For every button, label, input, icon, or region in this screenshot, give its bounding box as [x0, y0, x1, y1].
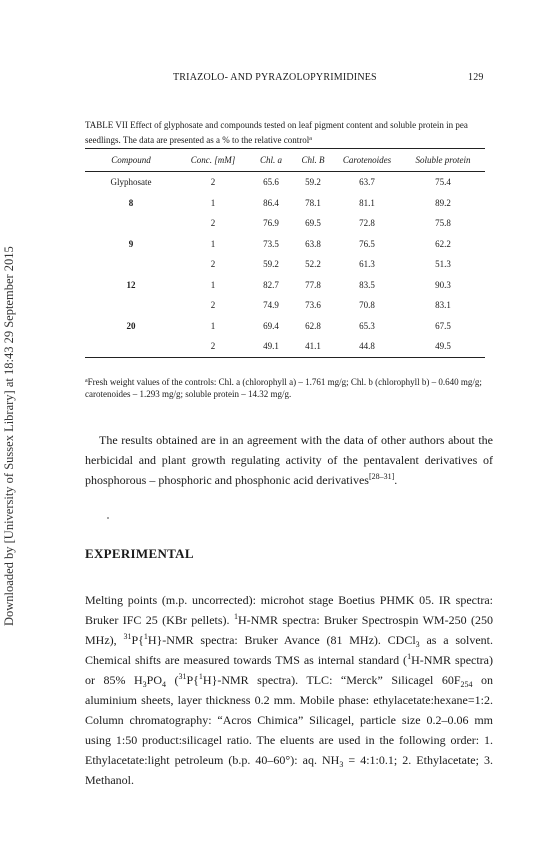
table-cell: 1: [210, 238, 216, 249]
table-cell: 78.1: [305, 197, 321, 208]
table-cell: 65.6: [263, 177, 279, 188]
exp-text: Melting points (m.p. uncorrected): microhot stage Boetius PHMK 05. IR spectra: Bruker IFC 25 (KBr pellets).: [85, 593, 493, 627]
exp-text: P{: [131, 633, 144, 647]
table-cell: 76.5: [359, 238, 375, 249]
table-row: [85, 172, 485, 193]
table-cell: [85, 213, 177, 234]
table-cell: Glyphosate: [110, 177, 152, 188]
table-cell: 74.9: [263, 300, 279, 311]
table-cell: [85, 336, 177, 357]
compound-number: 12: [126, 279, 136, 290]
exp-sub: 3: [142, 680, 147, 689]
exp-text: H}-NMR spectra). TLC: “Merck” Silicagel 60F: [202, 673, 461, 687]
table-cell: 83.5: [359, 279, 375, 290]
exp-sub: 4: [161, 680, 166, 689]
table-cell: 89.2: [435, 197, 451, 208]
table-cell: [85, 234, 177, 255]
table-cell: 63.8: [305, 238, 321, 249]
exp-sup: 1: [198, 672, 203, 681]
table-cell: 75.4: [435, 177, 451, 188]
table-caption-mark: a: [309, 136, 312, 142]
table-cell: 44.8: [333, 336, 401, 357]
exp-sup: 31: [123, 632, 132, 641]
results-end: .: [394, 473, 398, 487]
exp-sub: 3: [339, 760, 344, 769]
table-row: [85, 275, 485, 296]
table-cell: 83.1: [435, 300, 451, 311]
exp-text: H-NMR spectra) or 85% H: [85, 653, 494, 687]
exp-sup: 1: [143, 632, 148, 641]
table-cell: 77.8: [305, 279, 321, 290]
running-head: [0, 72, 553, 88]
table-cell: 62.2: [435, 238, 451, 249]
results-paragraph: [85, 430, 493, 490]
exp-sup: 1: [233, 612, 238, 621]
table-cell: 67.5: [435, 320, 451, 331]
table-cell: 82.7: [263, 279, 279, 290]
data-table: [85, 148, 485, 358]
table-cell: 65.3: [359, 320, 375, 331]
table-row: [85, 295, 485, 316]
table-row: [85, 213, 485, 234]
table-cell: 63.7: [359, 177, 375, 188]
exp-text: H-NMR spectra: Bruker Spectrospin WM-250 (250 MHz),: [85, 613, 493, 647]
page-number: 129: [468, 72, 484, 83]
table-cell: 2: [177, 336, 249, 357]
exp-text: H}-NMR spectra: Bruker Avance (81 MHz). CDCl: [147, 633, 416, 647]
compound-number: 9: [128, 238, 134, 249]
table-cell: 2: [210, 218, 216, 229]
table-caption-text: TABLE VII Effect of glyphosate and compounds tested on leaf pigment content and soluble protein in pea seedlings. The data are presented as a % to the relative control: [85, 120, 468, 145]
table-cell: [85, 295, 177, 316]
exp-text: on aluminium sheets, layer thickness 0.2 mm. Mobile phase: ethylacetate:hexane=1:2. Column chromatography: “Acros Chimica” Silicagel, particle size 0.2–0.06 mm using 1:50 product:silicagel ratio. The eluents are used in the following order: 1. Ethylacetate:light petroleum (b.p. 40–60°): aq. NH: [85, 673, 493, 767]
table-row: [85, 336, 485, 357]
table-cell: 2: [210, 300, 216, 311]
table-row: [85, 193, 485, 214]
citation-ref: [28–31]: [368, 472, 395, 481]
table-cell: 73.5: [263, 238, 279, 249]
running-head-title: TRIAZOLO- AND PYRAZOLOPYRIMIDINES: [173, 72, 377, 83]
results-text: The results obtained are in an agreement with the data of other authors about the herbicidal and plant growth regulating activity of the pentavalent derivatives of phosphorous – phosphoric and phosphonic acid derivatives: [85, 433, 493, 487]
experimental-paragraph: [85, 590, 493, 790]
exp-text: P{: [186, 673, 199, 687]
table-row: [85, 254, 485, 275]
table-footnote: [85, 375, 493, 400]
column-header-soluble-protein: Soluble protein: [401, 149, 485, 172]
table-cell: 2: [210, 177, 216, 188]
column-header-conc: Conc. [mM]: [177, 149, 249, 172]
section-heading: EXPERIMENTAL: [85, 546, 194, 561]
table-cell: [85, 316, 177, 337]
exp-text: PO: [146, 673, 162, 687]
column-header-chl-b: Chl. B: [293, 149, 333, 172]
table-row: [85, 234, 485, 255]
exp-text: (: [165, 673, 179, 687]
table-cell: 1: [210, 279, 216, 290]
download-watermark: Downloaded by [University of Sussex Library] at 18:43 29 September 2015: [2, 246, 16, 626]
exp-sub: 3: [415, 640, 420, 649]
scan-speck: [107, 517, 109, 519]
table-cell: 59.2: [305, 177, 321, 188]
footnote-mark: a: [85, 378, 88, 384]
table-cell: 86.4: [263, 197, 279, 208]
table-cell: 73.6: [305, 300, 321, 311]
table-cell: 90.3: [435, 279, 451, 290]
exp-text: = 4:1:0.1; 2. Ethylacetate; 3. Methanol.: [85, 753, 493, 787]
table-cell: 81.1: [359, 197, 375, 208]
exp-text: as a solvent. Chemical shifts are measured towards TMS as internal standard (: [85, 633, 493, 667]
table-cell: 72.8: [359, 218, 375, 229]
table-cell: 62.8: [305, 320, 321, 331]
table-cell: 76.9: [263, 218, 279, 229]
table-cell: 70.8: [359, 300, 375, 311]
table-caption: [85, 118, 493, 147]
table-cell: 69.5: [305, 218, 321, 229]
exp-sup: 1: [407, 652, 412, 661]
table-cell: 2: [210, 259, 216, 270]
column-header-chl-a: Chl. a: [249, 149, 293, 172]
compound-number: 20: [126, 320, 136, 331]
table-cell: 1: [210, 320, 216, 331]
table-cell: [85, 254, 177, 275]
table-cell: 59.2: [263, 259, 279, 270]
table-cell: [85, 193, 177, 214]
table-cell: 41.1: [293, 336, 333, 357]
table-cell: [85, 275, 177, 296]
exp-sub: 254: [460, 680, 473, 689]
table-cell: 61.3: [359, 259, 375, 270]
table-cell: 69.4: [263, 320, 279, 331]
table-cell: 49.5: [401, 336, 485, 357]
column-header-compound: Compound: [85, 149, 177, 172]
table-cell: 1: [210, 197, 216, 208]
table-row: [85, 316, 485, 337]
table-cell: 49.1: [249, 336, 293, 357]
table-header-row: [85, 149, 485, 172]
column-header-carotenoides: Carotenoides: [333, 149, 401, 172]
compound-number: 8: [128, 197, 134, 208]
exp-sup: 31: [178, 672, 187, 681]
table-cell: 75.8: [435, 218, 451, 229]
table-cell: 51.3: [435, 259, 451, 270]
table-cell: 52.2: [305, 259, 321, 270]
footnote-text: Fresh weight values of the controls: Chl. a (chlorophyll a) – 1.761 mg/g; Chl. b (chlorophyll b) – 0.640 mg/g; carotenoides – 1.293 mg/g; soluble protein – 14.32 mg/g.: [85, 377, 482, 399]
